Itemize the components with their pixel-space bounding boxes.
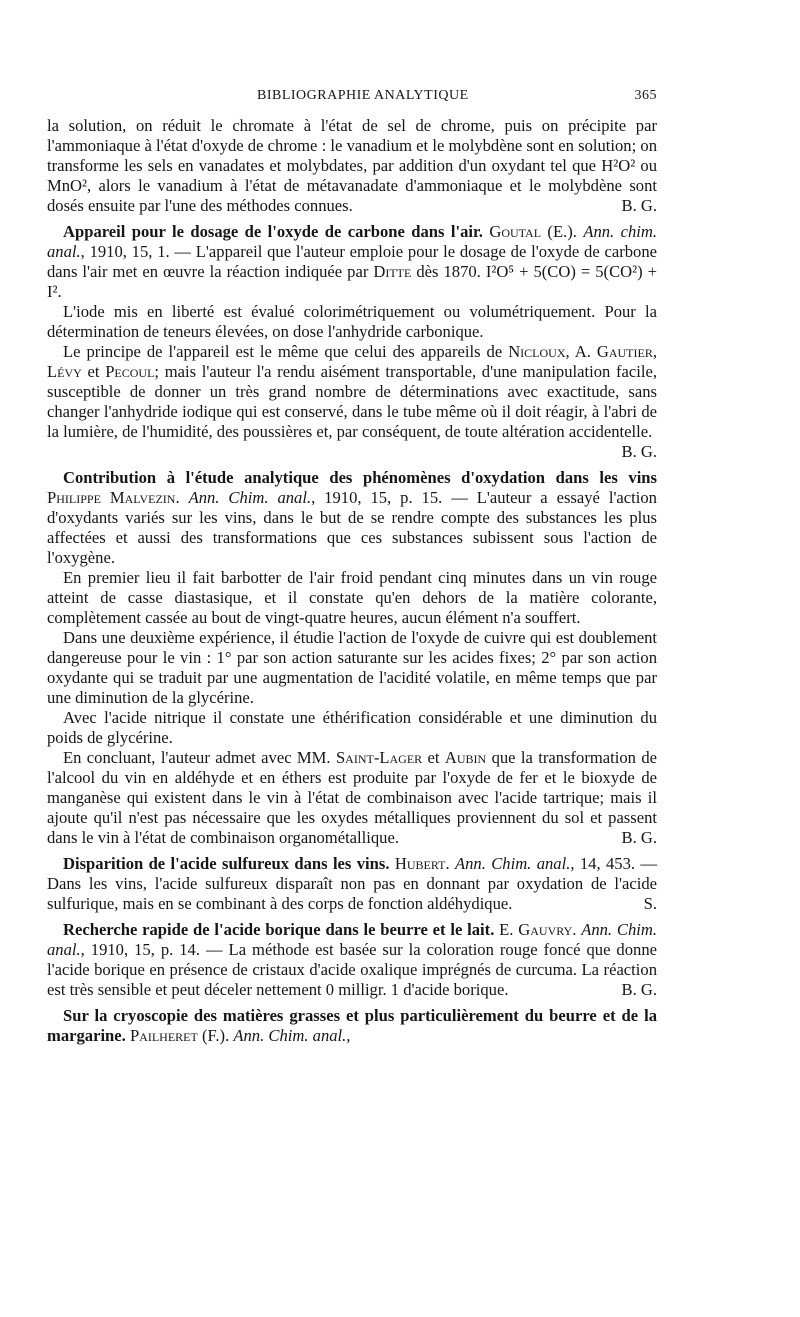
entry-vins-signature: B. G. — [621, 828, 657, 847]
header-title: BIBLIOGRAPHIE ANALYTIQUE — [257, 88, 469, 103]
entry-co-ref: , 1910, 15, 1. — — [80, 242, 196, 261]
page-number: 365 — [634, 88, 657, 103]
entry-co-p3-a: Le principe de l'appareil est le même que celui des appareils de — [63, 342, 509, 361]
entry-co-paragraph-3 — [47, 342, 657, 462]
entry-vins-journal: Ann. Chim. anal. — [188, 488, 312, 507]
running-header — [47, 88, 657, 108]
entry-vins-paragraph-2: En premier lieu il fait barbotter de l'air froid pendant cinq minutes dans un vin rouge atteint de casse diastasique, et il constate qu'en dehors de la matière colorante, complètement cassée au bout de vingt-quatre heures, aucun élément n'a souffert. — [47, 568, 657, 627]
entry-vins-p5-b: et — [422, 748, 445, 767]
entry-co-author: Goutal — [489, 222, 542, 241]
entry-co-name-pecoul: Pecoul — [105, 362, 155, 381]
intro-signature: B. G. — [621, 196, 657, 215]
entry-borique-signature: B. G. — [621, 980, 657, 999]
entry-co-signature: B. G. — [621, 442, 657, 461]
entry-co-p3-d: et — [81, 362, 106, 381]
entry-co-name-nicloux: Nicloux — [508, 342, 566, 361]
entry-borique-title: Recherche rapide de l'acide borique dans le beurre et le lait. — [63, 920, 495, 939]
entry-vins-paragraph-5 — [47, 748, 657, 848]
entry-borique-author: Gauvry — [518, 920, 573, 939]
entry-vins-title: Contribution à l'étude analytique des phénomènes d'oxydation dans les vins — [63, 468, 657, 487]
entry-vins-name-aubin: Aubin — [444, 748, 487, 767]
entry-sulfureux-signature: S. — [643, 894, 657, 913]
entry-cryoscopie-journal: Ann. Chim. anal., — [233, 1026, 351, 1045]
entry-cryoscopie-paragraph — [47, 1006, 657, 1046]
entry-borique-ref: , 1910, 15, p. 14. — [80, 940, 200, 959]
entry-sulfureux-paragraph — [47, 854, 657, 914]
entry-vins-p5-c: que la transformation de l'alcool du vin en aldéhyde et en éthers est produite par l'oxyde de fer et le bioxyde de manganèse qui existent dans le vin à l'état de combinaison avec l'acide tartrique; mais il ajoute qu'il n'est pas nécessaire que les oxydes métalliques proviennent du sol et passent dans le vin à l'état de combinaison organométallique. — [47, 748, 657, 847]
entry-vins-name-saint-lager: Saint-Lager — [335, 748, 423, 767]
entry-borique-author-initial: E. — [494, 920, 519, 939]
entry-co-title: Appareil pour le dosage de l'oxyde de carbone dans l'air. — [63, 222, 483, 241]
entry-co-name-gautier: Gautier — [596, 342, 653, 361]
entry-co-paragraph-1 — [47, 222, 657, 302]
intro-paragraph — [47, 116, 657, 216]
entry-co-text: L'appareil que l'auteur emploie pour le dosage de l'oxyde de carbone dans l'air met en œuvre la réaction indiquée par — [47, 242, 657, 281]
intro-text: la solution, on réduit le chromate à l'état de sel de chrome, puis on précipite par l'ammoniaque à l'état d'oxyde de chrome : le vanadium et le molybdène sont en solution; on transforme les sels en vanadates et molybdates, par addition d'un oxydant tel que H²O² ou MnO², alors le vanadium à l'état de métavanadate d'ammoniaque et le molybdène sont dosés ensuite par l'une des méthodes connues. — [47, 116, 657, 215]
entry-co-name-ditte: Ditte — [373, 262, 412, 281]
entry-cryoscopie-author-initial: (F.). — [197, 1026, 234, 1045]
entry-borique-paragraph: Recherche rapide de l'acide borique dans le beurre et le lait. E. Gauvry. Ann. Chim. anal., 1910, 15, p. 14. — La méthode est basée sur la coloration rouge foncé que donne l'acide borique en présence de cristaux d'acide oxalique imprégnés de curcuma. La réaction est très sensible et peut déceler nettement 0 milligr. 1 d'acide borique. B. G. — [47, 920, 657, 999]
entry-sulfureux-title: Disparition de l'acide sulfureux dans les vins. — [63, 854, 390, 873]
entry-co-p3-b: , A. — [565, 342, 597, 361]
entry-co-author-initial: (E.). — [541, 222, 584, 241]
entry-vins-p5-a: En concluant, l'auteur admet avec MM. — [63, 748, 336, 767]
entry-vins-paragraph-4: Avec l'acide nitrique il constate une éthérification considérable et une diminution du poids de glycérine. — [47, 708, 657, 747]
entry-sulfureux-text: — Dans les vins, l'acide sulfureux disparaît non pas en donnant par oxydation de l'acide sulfurique, mais en se combinant à des corps de fonction aldéhydique. — [47, 854, 657, 913]
entry-sulfureux-author: Hubert. — [389, 854, 450, 873]
entry-vins-text: — L'auteur a essayé l'action d'oxydants variés sur les vins, dans le but de se rendre compte des substances les plus affectées et aussi des transformations que ces substances subissent sous l'action de l'oxygène. — [47, 488, 657, 567]
entry-cryoscopie-author: Pailheret — [125, 1026, 198, 1045]
entry-co-formula: dès 1870. I²O⁵ + 5(CO) = 5(CO²) + I². — [47, 262, 657, 301]
entry-co-p3-c: , — [652, 342, 657, 361]
page-body — [47, 116, 657, 1046]
entry-vins-author: Philippe Malvezin. — [47, 488, 180, 507]
entry-co-journal: Ann. chim. anal. — [47, 222, 657, 261]
entry-borique-text: — La méthode est basée sur la coloration rouge foncé que donne l'acide borique en présence de cristaux d'acide oxalique imprégnés de curcuma. La réaction est très sensible et peut déceler nettement 0 milligr. 1 d'acide borique. — [47, 940, 657, 999]
entry-cryoscopie-title: Sur la cryoscopie des matières grasses et plus particulièrement du beurre et de la margarine. — [47, 1006, 657, 1045]
entry-sulfureux-journal: Ann. Chim. anal. — [454, 854, 571, 873]
entry-vins-paragraph-3: Dans une deuxième expérience, il étudie l'action de l'oxyde de cuivre qui est doublement dangereuse pour le vin : 1° par son action saturante sur les acides fixes; 2° par son action oxydante qui se traduit par une augmentation de l'acidité volatile, en même temps que par une diminution de la glycérine. — [47, 628, 657, 707]
entry-vins-ref: , 1910, 15, p. 15. — [311, 488, 443, 507]
entry-co-paragraph-2: L'iode mis en liberté est évalué colorimétriquement ou volumétriquement. Pour la détermination de teneurs élevées, on dose l'anhydride carbonique. — [47, 302, 657, 341]
entry-co-name-levy: Lévy — [47, 362, 82, 381]
entry-vins-paragraph-1 — [47, 468, 657, 568]
entry-borique-journal: Ann. Chim. anal. — [47, 920, 657, 959]
entry-co-p3-e: ; mais l'auteur l'a rendu aisément transportable, d'une manipulation facile, susceptible de donner un très grand nombre de déterminations avec exactitude, sans changer l'anhydride iodique qui est conservé, dans le tube même où il doit réagir, à l'abri de la lumière, de l'humidité, des poussières et, par conséquent, de toute altération accidentelle. — [47, 362, 657, 441]
entry-sulfureux-ref: , 14, 453. — [570, 854, 636, 873]
